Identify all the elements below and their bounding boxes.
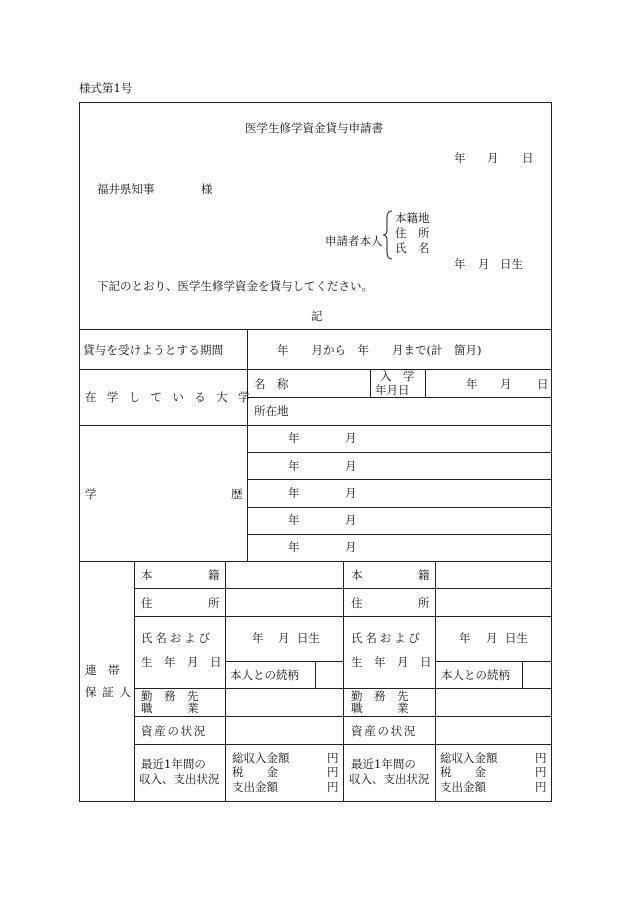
g1-name-birth-1: 氏名および (141, 631, 213, 645)
g1-work-2: 職 業 (141, 701, 199, 715)
applicant-address-label: 住 所 (395, 226, 430, 240)
period-value: 年 月から 年 月まで(計 箇月) (277, 343, 482, 357)
history-month: 月 (345, 513, 357, 527)
rule-history-4 (247, 534, 552, 535)
honorific: 様 (201, 182, 213, 196)
col-g-value-2 (435, 561, 436, 802)
form-title: 医学生修学資金貸与申請書 (245, 121, 383, 135)
addressee: 福井県知事 (97, 182, 155, 196)
applicant-name-label: 氏 名 (395, 241, 430, 255)
applicant-birth-day: 日生 (500, 257, 523, 271)
g2-income-1: 最近1年間の (351, 757, 416, 771)
g2-work-2: 職 業 (351, 701, 409, 715)
g2-tax: 税 金 (440, 765, 486, 779)
g2-total-income: 総収入金額 (440, 751, 498, 765)
g1-address-1: 住 (141, 596, 153, 610)
g2-work-1: 勤 務 先 (351, 689, 409, 703)
g1-assets-label: 資産の状況 (141, 724, 208, 738)
enroll-year: 年 (466, 377, 478, 391)
rule-history-1 (247, 452, 552, 453)
col-g-value-1 (225, 561, 226, 802)
g2-expense: 支出金額 (440, 780, 486, 794)
g2-address-1: 住 (351, 596, 363, 610)
rule-univ-mid (247, 397, 552, 398)
g1-yen-2: 円 (327, 765, 339, 779)
request-text: 下記のとおり、医学生修学資金を貸与してください。 (97, 279, 373, 293)
history-month: 月 (345, 431, 357, 445)
applicant-label: 申請者本人 (325, 234, 383, 248)
left-brace-icon (382, 210, 394, 260)
g1-birth-day: 日生 (297, 631, 320, 645)
rule-period-top (79, 329, 552, 330)
g1-total-income: 総収入金額 (232, 751, 290, 765)
date-year: 年 (454, 151, 466, 165)
enroll-label-1: 入 学 (380, 369, 415, 383)
g2-name-birth-2: 生 年 月 日 (351, 655, 432, 669)
university-name-label: 名 称 (254, 377, 289, 391)
g2-assets-label: 資産の状況 (351, 724, 418, 738)
col-enroll-value-divider (425, 369, 426, 398)
rule-univ-bottom (79, 425, 552, 426)
university-location-label: 所在地 (254, 404, 289, 418)
history-year: 年 (288, 513, 300, 527)
history-month: 月 (345, 459, 357, 473)
g1-name-birth-2: 生 年 月 日 (141, 655, 222, 669)
g2-name-birth-1: 氏名および (351, 631, 423, 645)
col-g-center (343, 561, 344, 802)
frame-top (79, 102, 552, 103)
history-year: 年 (288, 431, 300, 445)
g2-yen-1: 円 (535, 751, 547, 765)
frame-bottom (79, 801, 552, 802)
frame-left (79, 102, 80, 802)
g2-honseki-2: 籍 (418, 568, 430, 582)
g1-honseki-1: 本 (141, 568, 153, 582)
g1-yen-1: 円 (327, 751, 339, 765)
g1-relation-label: 本人との続柄 (230, 668, 299, 682)
rule-history-2 (247, 479, 552, 480)
history-label-2: 歴 (231, 487, 243, 501)
g2-birth-month: 月 (486, 631, 498, 645)
g2-birth-year: 年 (459, 631, 471, 645)
period-label: 貸与を受けようとする期間 (83, 343, 224, 357)
g2-relation-label: 本人との続柄 (441, 668, 510, 682)
g2-honseki-1: 本 (351, 568, 363, 582)
col-name-enroll-divider (370, 369, 371, 398)
col-relation-2 (522, 661, 523, 689)
applicant-honseki-label: 本籍地 (395, 211, 430, 225)
g2-yen-3: 円 (535, 780, 547, 794)
enroll-label-2: 年月日 (375, 383, 410, 397)
g2-address-2: 所 (418, 596, 430, 610)
col-label-divider (247, 329, 248, 562)
rule-g-3b (435, 661, 552, 662)
g1-tax: 税 金 (232, 765, 278, 779)
g1-birth-year: 年 (252, 631, 264, 645)
g2-birth-day: 日生 (505, 631, 528, 645)
guarantor-label-2: 保証人 (85, 685, 137, 699)
g1-expense: 支出金額 (232, 780, 278, 794)
history-month: 月 (345, 540, 357, 554)
enroll-day: 日 (537, 377, 549, 391)
g1-honseki-2: 籍 (208, 568, 220, 582)
date-month: 月 (487, 151, 499, 165)
g2-yen-2: 円 (535, 765, 547, 779)
university-label: 在学している大学 (85, 390, 260, 404)
date-day: 日 (522, 151, 534, 165)
col-relation-1 (315, 661, 316, 689)
g1-income-1: 最近1年間の (141, 757, 206, 771)
ki-label: 記 (311, 309, 323, 323)
g1-yen-3: 円 (327, 780, 339, 794)
history-year: 年 (288, 486, 300, 500)
rule-period-bottom (79, 369, 552, 370)
history-year: 年 (288, 540, 300, 554)
g1-income-2: 収入、支出状況 (139, 772, 220, 786)
rule-g-3a (225, 661, 343, 662)
history-label-1: 学 (85, 487, 97, 501)
applicant-birth-month: 月 (478, 257, 490, 271)
applicant-birth-year: 年 (454, 257, 466, 271)
rule-history-3 (247, 507, 552, 508)
rule-guarantor-top (79, 561, 552, 562)
history-year: 年 (288, 459, 300, 473)
g1-work-1: 勤 務 先 (141, 689, 199, 703)
enroll-month: 月 (500, 377, 512, 391)
g1-address-2: 所 (208, 596, 220, 610)
g2-income-2: 収入、支出状況 (349, 772, 430, 786)
col-guarantor-label (134, 561, 135, 802)
form-number: 様式第1号 (79, 81, 133, 95)
g1-birth-month: 月 (278, 631, 290, 645)
history-month: 月 (345, 486, 357, 500)
guarantor-label-1: 連 帯 (85, 663, 120, 677)
